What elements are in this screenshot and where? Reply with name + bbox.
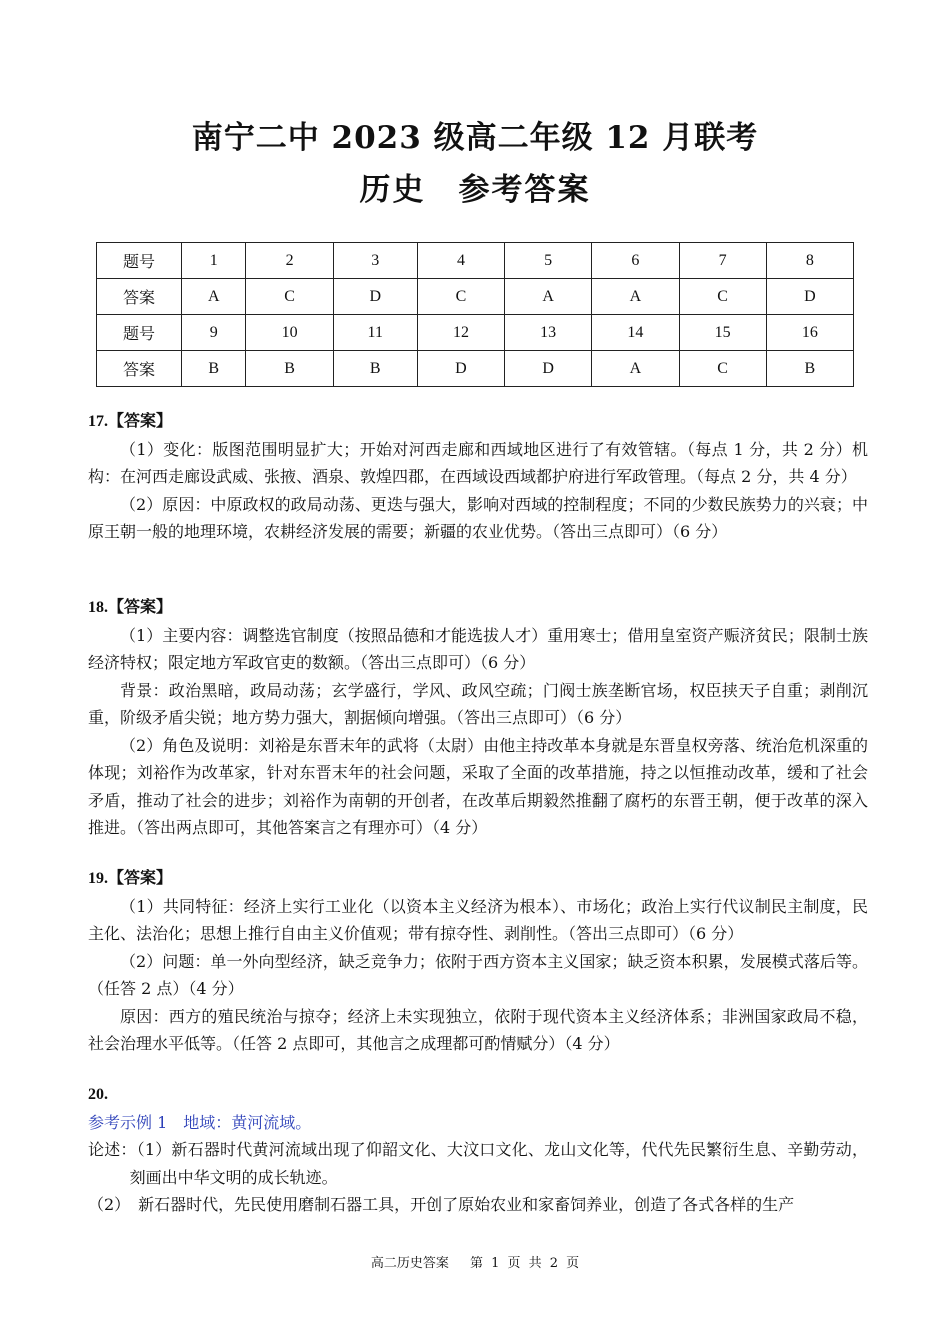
table-cell: D <box>505 351 592 387</box>
table-cell: 15 <box>679 315 766 351</box>
table-cell: C <box>246 279 333 315</box>
question-heading: 19.【答案】 <box>88 870 173 887</box>
answer-paragraph: 原因：西方的殖民统治与掠夺；经济上未实现独立，依附于现代资本主义经济体系；非洲国家政局不稳，社会治理水平低等。（任答 2 点即可，其他言之成理都可酌情赋分）（4 分） <box>88 1006 868 1053</box>
table-cell: 11 <box>333 315 417 351</box>
table-row-label: 答案 <box>97 351 182 387</box>
question-17 <box>88 408 868 546</box>
table-cell: 5 <box>505 243 592 279</box>
table-cell: 12 <box>417 315 504 351</box>
table-cell: C <box>417 279 504 315</box>
table-cell: B <box>182 351 246 387</box>
table-cell: B <box>333 351 417 387</box>
answer-paragraph: （2）角色及说明：刘裕是东晋末年的武将（太尉）由他主持改革本身就是东晋皇权旁落、统治危机深重的体现；刘裕作为改革家，针对东晋末年的社会问题，采取了全面的改革措施，持之以恒推动改革，缓和了社会矛盾，推动了社会的进步；刘裕作为南朝的开创者，在改革后期毅然推翻了腐朽的东晋王朝，便于改革的深入推进。（答出两点即可，其他答案言之有理亦可）（4 分） <box>88 735 868 837</box>
table-cell: A <box>182 279 246 315</box>
table-cell: B <box>766 351 853 387</box>
question-heading: 17.【答案】 <box>88 413 173 430</box>
table-cell: A <box>592 279 679 315</box>
answer-paragraph: （2）问题：单一外向型经济，缺乏竞争力；依附于西方资本主义国家；缺乏资本积累，发展模式落后等。（任答 2 点）（4 分） <box>88 951 868 998</box>
table-cell: 2 <box>246 243 333 279</box>
table-cell: 1 <box>182 243 246 279</box>
table-row-label: 题号 <box>97 315 182 351</box>
answer-table <box>96 242 854 387</box>
table-cell: 8 <box>766 243 853 279</box>
answer-paragraph: （1）变化：版图范围明显扩大；开始对河西走廊和西域地区进行了有效管辖。（每点 1 分，共 2 分）机构：在河西走廊设武威、张掖、酒泉、敦煌四郡，在西域设西域都护府进行军政管理。（每点 2 分，共 4 分） <box>88 439 868 486</box>
example-label: 参考示例 1 地域：黄河流域。 <box>88 1112 312 1132</box>
table-cell: A <box>592 351 679 387</box>
table-cell: 3 <box>333 243 417 279</box>
table-cell: B <box>246 351 333 387</box>
table-cell: 13 <box>505 315 592 351</box>
table-row <box>97 315 854 351</box>
table-row <box>97 279 854 315</box>
answer-paragraph: 背景：政治黑暗，政局动荡；玄学盛行，学风、政风空疏；门阀士族垄断官场，权臣挟天子自重；剥削沉重，阶级矛盾尖锐；地方势力强大，割据倾向增强。（答出三点即可）（6 分） <box>88 680 868 727</box>
exam-title: 南宁二中 2023 级高二年级 12 月联考 <box>191 120 759 156</box>
table-cell: A <box>505 279 592 315</box>
subject-title: 历史 参考答案 <box>359 172 591 208</box>
table-row <box>97 351 854 387</box>
answer-paragraph: （1）共同特征：经济上实行工业化（以资本主义经济为根本）、市场化；政治上实行代议制民主制度，民主化、法治化；思想上推行自由主义价值观；带有掠夺性、剥削性。（答出三点即可）（6 分） <box>88 896 868 943</box>
table-cell: 7 <box>679 243 766 279</box>
table-cell: 14 <box>592 315 679 351</box>
answer-paragraph: （2）原因：中原政权的政局动荡、更迭与强大，影响对西域的控制程度；不同的少数民族势力的兴衰；中原王朝一般的地理环境，农耕经济发展的需要；新疆的农业优势。（答出三点即可）（6 分） <box>88 494 868 541</box>
table-cell: 10 <box>246 315 333 351</box>
table-cell: C <box>679 279 766 315</box>
table-cell: 4 <box>417 243 504 279</box>
table-row <box>97 243 854 279</box>
table-cell: 6 <box>592 243 679 279</box>
question-heading: 20. <box>88 1086 108 1103</box>
question-heading: 18.【答案】 <box>88 599 173 616</box>
table-cell: D <box>417 351 504 387</box>
table-row-label: 题号 <box>97 243 182 279</box>
question-19 <box>88 865 868 1058</box>
table-cell: 9 <box>182 315 246 351</box>
answer-paragraph: （1）主要内容：调整选官制度（按照品德和才能选拔人才）重用寒士；借用皇室资产赈济贫民；限制士族经济特权；限定地方军政官吏的数额。（答出三点即可）（6 分） <box>88 625 868 672</box>
table-row-label: 答案 <box>97 279 182 315</box>
table-cell: D <box>333 279 417 315</box>
table-cell: D <box>766 279 853 315</box>
question-20 <box>88 1081 868 1219</box>
page-footer: 高二历史答案 第 1 页 共 2 页 <box>370 1256 580 1271</box>
table-cell: 16 <box>766 315 853 351</box>
question-18 <box>88 594 868 842</box>
answer-paragraph: 论述：（1）新石器时代黄河流域出现了仰韶文化、大汶口文化、龙山文化等，代代先民繁衍生息、辛勤劳动，刻画出中华文明的成长轨迹。 <box>88 1140 868 1187</box>
answer-paragraph: （2） 新石器时代，先民使用磨制石器工具，开创了原始农业和家畜饲养业，创造了各式各样的生产 <box>88 1195 795 1214</box>
table-cell: C <box>679 351 766 387</box>
